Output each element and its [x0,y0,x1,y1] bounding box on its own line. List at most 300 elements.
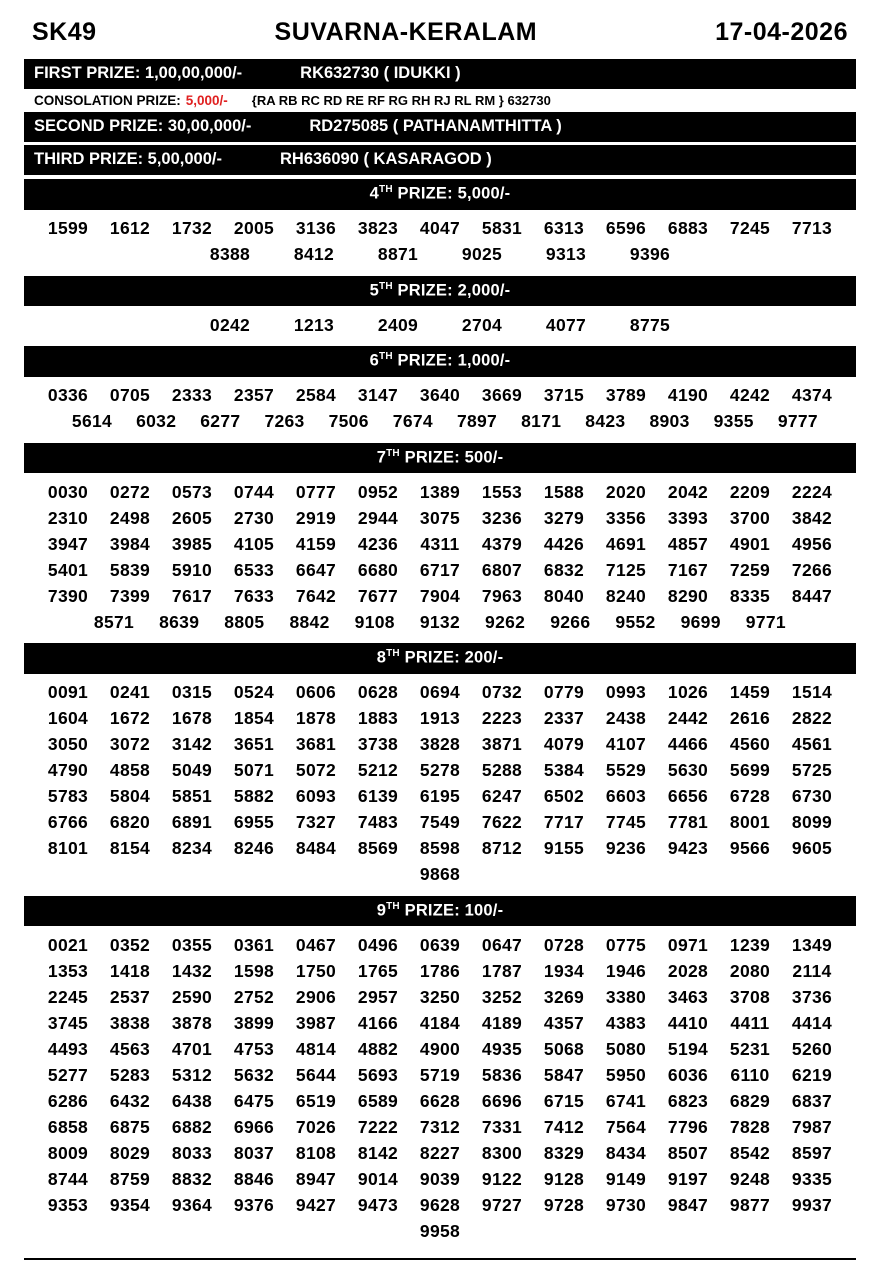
number-cell: 3250 [419,986,461,1007]
number-cell: 5719 [419,1064,461,1085]
number-cell: 5068 [543,1038,585,1059]
number-cell: 8775 [629,314,671,335]
number-cell: 9122 [481,1168,523,1189]
number-cell: 6829 [729,1090,771,1111]
number-cell: 4857 [667,533,709,554]
number-cell: 6696 [481,1090,523,1111]
number-cell: 9728 [543,1194,585,1215]
number-cell: 5080 [605,1038,647,1059]
number-cell: 8290 [667,585,709,606]
number-cell: 7245 [729,218,771,238]
number-cell: 3947 [47,533,89,554]
number-cell: 3789 [605,385,647,405]
number-cell: 6730 [791,786,833,806]
number-cell: 9423 [667,838,709,858]
number-row [30,312,850,338]
number-cell: 5231 [729,1038,771,1059]
number-cell: 1604 [47,708,89,728]
number-row [30,680,850,706]
number-cell: 4079 [543,734,585,754]
sixth-prize-label: PRIZE: 1,000/- [392,351,511,370]
number-cell: 0639 [419,934,461,955]
number-cell: 9396 [629,244,671,264]
number-cell: 6596 [605,218,647,238]
number-cell: 3050 [47,734,89,754]
number-cell: 4466 [667,734,709,754]
third-prize-label: THIRD PRIZE: 5,00,000/- [34,150,222,168]
number-cell: 5630 [667,760,709,780]
number-cell: 5831 [481,218,523,238]
number-cell: 4901 [729,533,771,554]
number-cell: 1213 [293,314,335,335]
number-cell: 5950 [605,1064,647,1085]
number-cell: 6647 [295,559,337,580]
number-cell: 0732 [481,682,523,702]
number-cell: 6837 [791,1090,833,1111]
number-cell: 6432 [109,1090,151,1111]
number-cell: 6741 [605,1090,647,1111]
number-cell: 6032 [136,411,177,431]
number-cell: 4357 [543,1012,585,1033]
number-cell: 9262 [485,611,526,632]
number-cell: 9868 [419,864,461,884]
number-cell: 3236 [481,507,523,528]
number-cell: 0705 [109,385,151,405]
number-cell: 2498 [109,507,151,528]
number-cell: 3463 [667,986,709,1007]
number-cell: 0315 [171,682,213,702]
number-cell: 9025 [461,244,503,264]
number-cell: 8009 [47,1142,89,1163]
number-row [30,836,850,862]
number-cell: 4105 [233,533,275,554]
number-cell: 4561 [791,734,833,754]
number-cell: 6277 [200,411,241,431]
number-cell: 1946 [605,960,647,981]
number-cell: 8040 [543,585,585,606]
number-row [30,409,850,435]
eighth-prize-label: PRIZE: 200/- [399,648,504,667]
number-cell: 4184 [419,1012,461,1033]
eighth-prize-numbers [24,674,856,896]
number-cell: 5725 [791,760,833,780]
number-row [30,1114,850,1140]
number-cell: 7622 [481,812,523,832]
number-cell: 9730 [605,1194,647,1215]
number-cell: 3136 [295,218,337,238]
number-cell: 5260 [791,1038,833,1059]
number-cell: 6036 [667,1064,709,1085]
number-cell: 8507 [667,1142,709,1163]
number-cell: 8484 [295,838,337,858]
number-cell: 9248 [729,1168,771,1189]
number-cell: 7713 [791,218,833,238]
number-cell: 1349 [791,934,833,955]
number-cell: 6823 [667,1090,709,1111]
number-cell: 3736 [791,986,833,1007]
number-cell: 7312 [419,1116,461,1137]
number-cell: 9473 [357,1194,399,1215]
sixth-prize-ordinal-suffix: TH [379,351,393,362]
number-cell: 7633 [233,585,275,606]
number-cell: 7796 [667,1116,709,1137]
number-cell: 9354 [109,1194,151,1215]
number-cell: 2616 [729,708,771,728]
number-cell: 6680 [357,559,399,580]
number-cell: 6883 [667,218,709,238]
number-cell: 7828 [729,1116,771,1137]
fourth-prize-label: PRIZE: 5,000/- [392,184,511,203]
draw-date: 17-04-2026 [715,18,848,46]
number-cell: 1786 [419,960,461,981]
number-cell: 9353 [47,1194,89,1215]
number-cell: 6219 [791,1064,833,1085]
number-cell: 0744 [233,481,275,502]
number-cell: 2906 [295,986,337,1007]
number-cell: 7674 [392,411,433,431]
number-cell: 7483 [357,812,399,832]
ninth-prize-label: PRIZE: 100/- [399,901,504,919]
number-cell: 0030 [47,481,89,502]
fifth-prize-bar [24,276,856,307]
number-cell: 8571 [93,611,135,632]
number-cell: 2409 [377,314,419,335]
number-cell: 1459 [729,682,771,702]
first-prize-bar [24,59,856,89]
second-prize-label: SECOND PRIZE: 30,00,000/- [34,117,252,135]
number-cell: 9039 [419,1168,461,1189]
number-cell: 7327 [295,812,337,832]
number-cell: 8805 [224,611,265,632]
number-cell: 7987 [791,1116,833,1137]
number-row [30,732,850,758]
number-cell: 5632 [233,1064,275,1085]
number-cell: 8101 [47,838,89,858]
number-cell: 3700 [729,507,771,528]
number-cell: 2209 [729,481,771,502]
fourth-prize-bar [24,179,856,210]
number-cell: 3985 [171,533,213,554]
fifth-prize-label: PRIZE: 2,000/- [392,281,511,299]
number-cell: 8300 [481,1142,523,1163]
number-cell: 6475 [233,1090,275,1111]
fourth-prize-ordinal-suffix: TH [379,184,393,195]
number-row [30,583,850,609]
number-cell: 9699 [680,611,721,632]
number-row [30,557,850,583]
number-cell: 6139 [357,786,399,806]
eighth-prize-ordinal-suffix: TH [386,648,400,659]
number-row [30,862,850,888]
number-cell: 8154 [109,838,151,858]
number-cell: 0496 [357,934,399,955]
number-cell: 0355 [171,934,213,955]
number-cell: 9847 [667,1194,709,1215]
number-cell: 1598 [233,960,275,981]
number-cell: 8388 [209,244,251,264]
number-row [30,609,850,635]
consolation-prize-row [24,89,856,112]
number-cell: 7259 [729,559,771,580]
number-cell: 9605 [791,838,833,858]
number-cell: 7897 [456,411,498,431]
number-cell: 8412 [293,244,335,264]
number-cell: 3823 [357,218,399,238]
number-cell: 8871 [377,244,419,264]
draw-code: SK49 [32,18,97,46]
number-cell: 5071 [233,760,275,780]
number-cell: 4563 [109,1038,151,1059]
number-cell: 4691 [605,533,647,554]
number-cell: 8001 [729,812,771,832]
number-cell: 1418 [109,960,151,981]
number-cell: 2114 [792,960,832,981]
number-cell: 4426 [543,533,585,554]
number-cell: 6882 [171,1116,213,1137]
number-cell: 5882 [233,786,275,806]
sixth-prize-numbers [24,377,856,443]
number-cell: 3842 [791,507,833,528]
number-cell: 2224 [791,481,833,502]
second-prize-bar [24,112,856,142]
number-cell: 6195 [419,786,461,806]
number-cell: 9376 [233,1194,275,1215]
fourth-prize-numbers [24,210,856,276]
number-cell: 5283 [109,1064,151,1085]
number-cell: 2584 [295,385,337,405]
number-cell: 1514 [791,682,833,702]
number-cell: 7412 [543,1116,585,1137]
number-cell: 9771 [745,611,786,632]
number-cell: 2223 [481,708,523,728]
number-cell: 0628 [357,682,399,702]
second-prize-ticket: RD275085 ( PATHANAMTHITTA ) [309,117,562,135]
number-cell: 9877 [729,1194,771,1215]
number-cell: 8639 [159,611,200,632]
number-cell: 7963 [481,585,523,606]
number-cell: 0524 [233,682,275,702]
number-cell: 2245 [47,986,89,1007]
number-cell: 9335 [791,1168,833,1189]
number-cell: 9566 [729,838,771,858]
document-header [24,14,856,59]
number-cell: 4493 [47,1038,89,1059]
number-cell: 8542 [729,1142,771,1163]
number-cell: 8029 [109,1142,151,1163]
number-cell: 3640 [419,385,461,405]
number-cell: 1854 [233,708,275,728]
number-cell: 3075 [419,507,461,528]
number-cell: 9355 [713,411,754,431]
ninth-prize-ordinal: 9 [376,901,387,919]
number-cell: 7263 [264,411,305,431]
number-cell: 3252 [481,986,523,1007]
number-row [30,958,850,984]
number-row [30,1062,850,1088]
consolation-prize-series: {RA RB RC RD RE RF RG RH RJ RL RM } 632730 [251,93,551,108]
number-cell: 6502 [543,786,585,806]
number-cell: 0993 [605,682,647,702]
number-cell: 4410 [667,1012,709,1033]
number-cell: 7904 [419,585,461,606]
number-cell: 8033 [171,1142,213,1163]
number-cell: 4379 [481,533,523,554]
number-cell: 6438 [171,1090,213,1111]
number-cell: 6728 [729,786,771,806]
number-cell: 0694 [419,682,461,702]
number-row [30,1010,850,1036]
third-prize-bar [24,145,856,175]
number-cell: 3738 [357,734,399,754]
number-cell: 9364 [171,1194,213,1215]
ninth-prize-ordinal-suffix: TH [386,900,400,912]
number-cell: 8329 [543,1142,585,1163]
number-cell: 4236 [357,533,399,554]
number-cell: 9266 [550,611,591,632]
number-cell: 5699 [729,760,771,780]
number-cell: 5839 [109,559,151,580]
first-prize-ticket: RK632730 ( IDUKKI ) [300,64,461,82]
number-cell: 9313 [545,244,587,264]
number-cell: 4077 [545,314,587,335]
number-cell: 4814 [295,1038,337,1059]
number-cell: 6766 [47,812,89,832]
number-cell: 0272 [109,481,151,502]
number-cell: 2537 [109,986,151,1007]
number-cell: 8227 [419,1142,461,1163]
number-cell: 8712 [481,838,523,858]
number-cell: 4166 [357,1012,399,1033]
number-cell: 9108 [354,611,395,632]
number-cell: 8569 [357,838,399,858]
number-cell: 9727 [481,1194,523,1215]
number-row [30,1140,850,1166]
number-cell: 3715 [543,385,585,405]
number-row [30,505,850,531]
number-cell: 2333 [171,385,213,405]
number-cell: 6966 [233,1116,275,1137]
number-row [30,479,850,505]
number-cell: 4414 [791,1012,833,1033]
number-cell: 0647 [481,934,523,955]
number-cell: 0952 [357,481,399,502]
number-cell: 8142 [357,1142,399,1163]
number-cell: 2590 [171,986,213,1007]
ninth-prize-numbers [24,926,856,1252]
number-cell: 7331 [481,1116,523,1137]
number-cell: 7125 [605,559,647,580]
number-cell: 1883 [357,708,399,728]
number-cell: 9155 [543,838,585,858]
number-cell: 8240 [605,585,647,606]
number-cell: 4858 [109,760,151,780]
seventh-prize-bar [24,443,856,474]
number-cell: 1732 [171,218,213,238]
number-cell: 1750 [295,960,337,981]
number-cell: 8234 [171,838,213,858]
seventh-prize-ordinal: 7 [376,448,387,466]
ninth-prize-bar [24,896,856,927]
number-row [30,1036,850,1062]
number-cell: 8246 [233,838,275,858]
number-cell: 9937 [791,1194,833,1215]
third-prize-ticket: RH636090 ( KASARAGOD ) [279,150,492,168]
number-cell: 7506 [328,411,369,431]
fifth-prize-numbers [24,306,856,346]
number-cell: 1588 [543,481,585,502]
number-cell: 2438 [605,708,647,728]
number-cell: 3393 [667,507,709,528]
number-cell: 3984 [109,533,151,554]
number-cell: 4882 [357,1038,399,1059]
seventh-prize-label: PRIZE: 500/- [399,448,504,466]
number-cell: 8099 [791,812,833,832]
consolation-prize-amount: 5,000/- [185,93,228,108]
number-cell: 0467 [295,934,337,955]
number-cell: 1678 [171,708,213,728]
number-cell: 5278 [419,760,461,780]
number-cell: 8597 [791,1142,833,1163]
number-row [30,810,850,836]
number-cell: 0573 [171,481,213,502]
number-cell: 1353 [47,960,89,981]
number-cell: 7026 [295,1116,337,1137]
number-cell: 4753 [233,1038,275,1059]
number-cell: 9132 [419,611,460,632]
number-cell: 6807 [481,559,523,580]
number-cell: 6891 [171,812,213,832]
number-cell: 2704 [461,314,503,335]
number-cell: 6093 [295,786,337,806]
number-cell: 4900 [419,1038,461,1059]
page-bottom-rule [24,1258,856,1260]
number-cell: 4189 [481,1012,523,1033]
number-cell: 4956 [791,533,833,554]
number-cell: 7222 [357,1116,399,1137]
number-cell: 0241 [109,682,151,702]
number-cell: 5072 [295,760,337,780]
number-cell: 1389 [419,481,461,502]
number-cell: 5194 [667,1038,709,1059]
number-cell: 3987 [295,1012,337,1033]
eighth-prize-ordinal: 8 [376,648,387,667]
number-cell: 0352 [109,934,151,955]
number-cell: 8947 [295,1168,337,1189]
number-cell: 2730 [233,507,275,528]
number-cell: 5910 [171,559,213,580]
number-cell: 4560 [729,734,771,754]
number-cell: 6110 [730,1064,770,1085]
number-cell: 6519 [295,1090,337,1111]
number-cell: 5212 [357,760,399,780]
number-cell: 5693 [357,1064,399,1085]
number-row [30,984,850,1010]
number-cell: 1599 [47,218,89,238]
number-cell: 2337 [543,708,585,728]
number-cell: 7745 [605,812,647,832]
number-cell: 1913 [419,708,461,728]
number-cell: 9628 [419,1194,461,1215]
number-cell: 6533 [233,559,275,580]
number-row [30,383,850,409]
number-cell: 6955 [233,812,275,832]
number-row [30,216,850,242]
number-cell: 3279 [543,507,585,528]
number-row [30,932,850,958]
number-cell: 2822 [791,708,833,728]
number-cell: 9777 [777,411,818,431]
number-cell: 3708 [729,986,771,1007]
